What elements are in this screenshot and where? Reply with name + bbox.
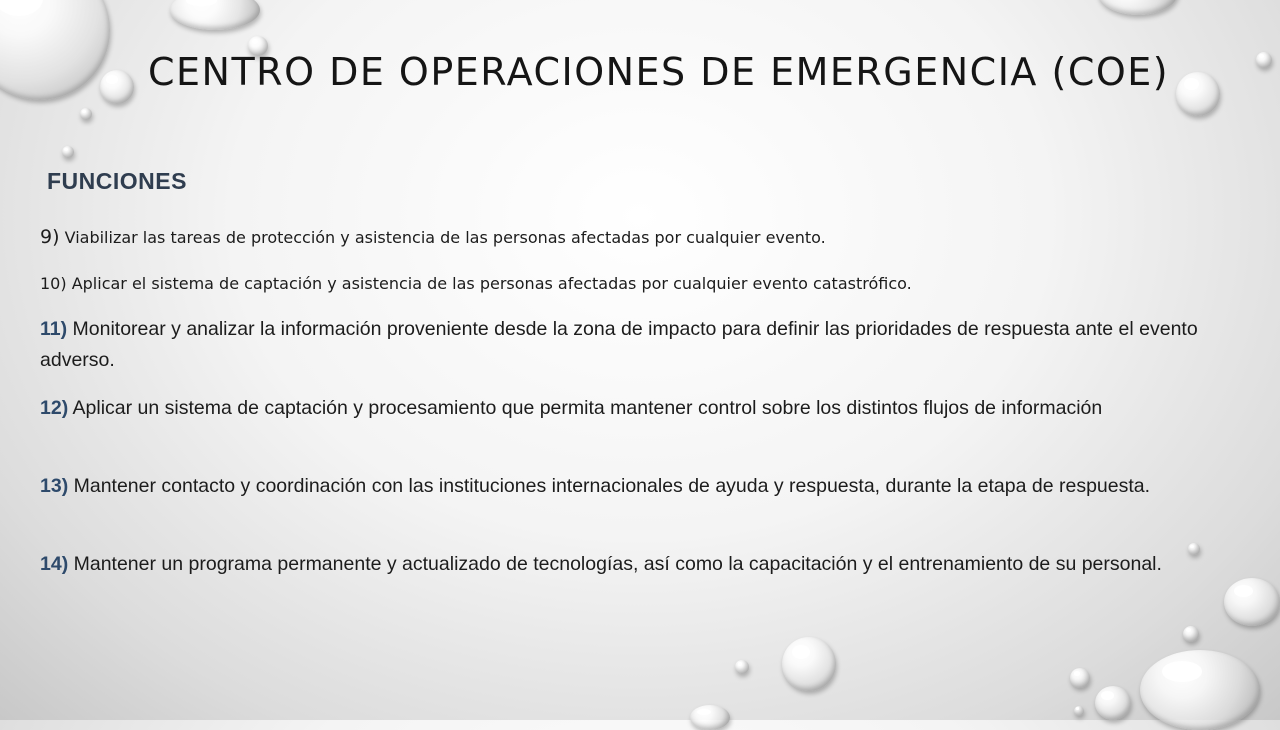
water-drop-right-lower (1224, 578, 1280, 626)
water-drop-bottom-left (690, 705, 730, 730)
function-item-11 (40, 314, 1255, 376)
item-text: Viabilizar las tareas de protección y asistencia de las personas afectadas por cualquier evento. (59, 228, 826, 247)
water-drop-top-right-large (1098, 0, 1178, 15)
function-item-12 (40, 393, 1255, 424)
water-drop-bottom-right-medium (1095, 686, 1131, 720)
water-drop-right-tiny-2 (1183, 626, 1199, 642)
water-drop-right-medium (1176, 72, 1220, 116)
item-number: 11) (40, 318, 68, 340)
slide-subtitle: FUNCIONES (47, 168, 187, 194)
function-item-14 (40, 549, 1255, 580)
item-number: 12) (40, 397, 69, 419)
water-drop-left-tiny (80, 108, 92, 120)
item-text: Aplicar el sistema de captación y asistencia de las personas afectadas por cualquier evento catastrófico. (66, 274, 912, 293)
function-item-9 (40, 226, 1255, 248)
water-drop-top-left-large (0, 0, 110, 100)
item-number: 13) (40, 475, 69, 497)
water-drop-bottom-small (735, 660, 749, 674)
item-number: 14) (40, 553, 69, 575)
item-text: Mantener un programa permanente y actualizado de tecnologías, así como la capacitación y el entrenamiento de su personal. (68, 553, 1162, 575)
item-text: Mantener contacto y coordinación con las instituciones internacionales de ayuda y respuesta, durante la etapa de respuesta. (68, 475, 1151, 497)
water-drop-top-left-medium (100, 70, 134, 104)
water-drop-bottom-right-tiny (1074, 706, 1084, 716)
water-drop-top-center (170, 0, 260, 30)
item-text: Aplicar un sistema de captación y procesamiento que permita mantener control sobre los distintos flujos de información (68, 397, 1103, 419)
water-drop-bottom-center (782, 637, 836, 691)
water-drop-bottom-right-small (1070, 668, 1090, 688)
function-item-10 (40, 274, 1255, 293)
item-number: 10) (40, 274, 67, 293)
item-number: 9) (40, 226, 60, 248)
item-text: Monitorear y analizar la información proveniente desde la zona de impacto para definir las prioridades de respuesta ante el evento adverso. (40, 318, 1198, 371)
function-item-13 (40, 471, 1255, 502)
water-drop-bottom-right-large (1140, 650, 1260, 730)
water-drop-right-small (1256, 52, 1272, 68)
water-drop-left-tiny-2 (62, 146, 74, 158)
slide-title: CENTRO DE OPERACIONES DE EMERGENCIA (COE) (148, 50, 1170, 94)
